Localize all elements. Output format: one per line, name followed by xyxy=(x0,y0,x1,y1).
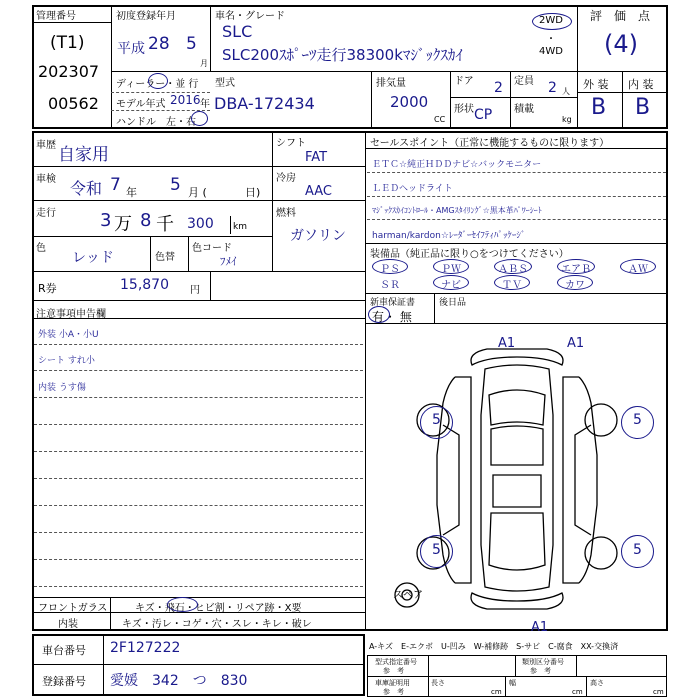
color: レッド xyxy=(72,250,114,266)
kg-unit: kg xyxy=(562,115,572,124)
length-unit: cm xyxy=(491,688,502,696)
type-label: 型式 xyxy=(215,78,235,89)
glass-interior-options: キズ・汚レ・コゲ・穴・スレ・キレ・破レ xyxy=(122,619,312,630)
damage-legend: A-キズ E-エクボ U-凹み W-補修跡 S-サビ C-腐食 XX-交換済 xyxy=(369,642,619,651)
width-unit: cm xyxy=(572,688,583,696)
damage-mark: 5 xyxy=(432,412,441,428)
model-year-label: モデル年式 xyxy=(116,99,166,110)
sales-line: harman/kardon☆ﾚｰﾀﾞｰｾｲﾌﾃｨﾊﾟｯｹｰｼﾞ xyxy=(372,231,526,241)
ac-label: 冷房 xyxy=(276,173,296,184)
damage-mark: 5 xyxy=(633,412,642,428)
capacity: 2 xyxy=(548,80,557,96)
interior-grade: B xyxy=(635,95,651,120)
doors: 2 xyxy=(494,80,503,96)
glass-interior-label: 内装 xyxy=(58,619,78,630)
warranty-options: 有・ 無 xyxy=(372,310,412,324)
note-line: 外装 小A・小U xyxy=(38,330,99,340)
mileage-sen: 8 xyxy=(140,210,152,231)
cert3-sub: 参 考 xyxy=(383,688,404,696)
shaken-year-unit: 年 xyxy=(126,186,137,199)
shaken-month-unit: 月 ( xyxy=(188,186,207,199)
windshield-options: キズ・飛石・ヒビ割・リペア跡・X要 xyxy=(135,603,302,614)
note-line: シート すれ小 xyxy=(38,356,95,366)
equipment-label: 装備品（純正品に限り○をつけてください） xyxy=(370,249,569,260)
color-code: ﾌﾒｲ xyxy=(220,255,237,268)
registration-number: 愛媛 342 つ 830 xyxy=(110,673,248,689)
shaken-label: 車検 xyxy=(36,174,56,185)
history: 自家用 xyxy=(58,145,109,165)
load-label: 積載 xyxy=(514,104,534,115)
door-label: ドア xyxy=(454,76,474,87)
equip-pw: ＰＷ xyxy=(441,264,461,275)
damage-mark: A1 xyxy=(531,620,549,635)
first-registration-label: 初度登録年月 xyxy=(116,11,176,22)
model-year: 2016 xyxy=(170,93,201,107)
first-registration-month: 5 xyxy=(186,34,197,54)
score-label: 評 価 点 xyxy=(590,9,651,23)
damage-mark: 5 xyxy=(633,542,642,558)
ac: AAC xyxy=(305,184,332,199)
handle-label: ハンドル 左・右 xyxy=(116,117,196,128)
handle-circle xyxy=(191,111,208,126)
warranty-label: 新車保証書 xyxy=(370,298,416,308)
height-unit: cm xyxy=(653,688,664,696)
shape-label: 形状 xyxy=(454,104,474,115)
spare-label: スペア xyxy=(393,590,423,601)
equip-sr: ＳＲ xyxy=(380,280,400,291)
car-name: SLC xyxy=(222,22,253,41)
drive-4wd: 4WD xyxy=(539,46,563,57)
recycle-amount: 15,870 xyxy=(120,277,169,293)
damage-mark: A1 xyxy=(567,336,585,351)
windshield-circle xyxy=(167,597,198,612)
lot-number-2: 00562 xyxy=(48,94,99,113)
car-name-label: 車名・グレード xyxy=(215,11,285,22)
equip-ps: ＰＳ xyxy=(380,264,400,275)
damage-mark: A1 xyxy=(498,336,516,351)
drive-2wd: 2WD xyxy=(539,15,563,26)
first-registration-year: 28 xyxy=(148,34,170,54)
note-line: 内装 うす傷 xyxy=(38,383,86,393)
drive-dot: ・ xyxy=(546,34,556,45)
shaken-era: 令和 xyxy=(70,179,103,198)
sales-line: ＬＥＤヘッドライト xyxy=(372,184,453,194)
sales-line: ＥＴＣ☆純正ＨＤＤナビ☆バックモニター xyxy=(372,160,542,170)
dealer-circle xyxy=(148,73,168,89)
shaken-day-unit: 日) xyxy=(245,186,261,199)
equip-tv: ＴＶ xyxy=(502,280,522,291)
warranty-circle xyxy=(368,306,390,323)
equip-abs: ＡＢＳ xyxy=(498,264,528,275)
model-code: DBA-172434 xyxy=(214,94,315,113)
month-unit: 月 xyxy=(200,59,208,68)
equip-airbag: エアＢ xyxy=(561,264,591,275)
lot-prefix: (T1) xyxy=(50,33,85,53)
fuel: ガソリン xyxy=(290,228,346,244)
chassis-label: 車台番号 xyxy=(42,644,86,657)
history-label: 車歴 xyxy=(36,140,56,151)
km-unit: km xyxy=(233,222,247,232)
displacement-label: 排気量 xyxy=(376,78,406,89)
height-label: 高さ xyxy=(590,679,604,687)
car-grade: SLC200ｽﾎﾟｰﾂ走行38300kﾏｼﾞｯｸｽｶｲ xyxy=(222,46,463,64)
lot-label: 管理番号 xyxy=(36,11,76,22)
dealer-label: ディーラー・並 行 xyxy=(116,79,199,90)
capacity-unit: 人 xyxy=(562,87,570,96)
color-label: 色 xyxy=(36,243,46,254)
cert2-label: 類別区分番号 xyxy=(522,658,564,666)
shift-label: シフト xyxy=(276,138,306,149)
equip-leather: カワ xyxy=(565,280,585,291)
shaken-month: 5 xyxy=(170,175,181,195)
registration-label: 登録番号 xyxy=(42,675,86,688)
mileage-man-unit: 万 xyxy=(114,214,132,235)
mileage-sen-unit: 千 xyxy=(156,214,174,235)
cert2-sub: 参 考 xyxy=(530,667,551,675)
chassis-number: 2F127222 xyxy=(110,640,181,656)
sales-label: セールスポイント（正常に機能するものに限ります） xyxy=(370,138,610,149)
recycle-label: R券 xyxy=(38,282,57,295)
cert3-label: 車庫証明用 xyxy=(375,679,410,687)
cert1-sub: 参 考 xyxy=(383,667,404,675)
model-year-unit: 年 xyxy=(200,99,210,110)
first-registration-era: 平成 xyxy=(117,41,145,57)
color-code-label: 色コード xyxy=(192,243,232,254)
displacement: 2000 xyxy=(390,93,429,111)
shift: FAT xyxy=(305,150,328,165)
score-value: (4) xyxy=(604,30,638,58)
mileage-man: 3 xyxy=(100,210,112,231)
capacity-label: 定員 xyxy=(514,76,534,87)
mileage-rest: 300 xyxy=(187,216,214,232)
cc-unit: CC xyxy=(434,115,446,124)
shaken-year: 7 xyxy=(110,175,121,195)
fuel-label: 燃料 xyxy=(276,208,296,219)
mileage-label: 走行 xyxy=(36,208,56,219)
damage-mark: 5 xyxy=(432,542,441,558)
notes-label: 注意事項申告欄 xyxy=(36,309,106,320)
cert1-label: 型式指定番号 xyxy=(375,658,417,666)
aftermarket-label: 後日品 xyxy=(439,298,467,308)
equip-aw: ＡＷ xyxy=(628,264,648,275)
sales-line: ﾏｼﾞｯｸｽｶｲｺﾝﾄﾛｰﾙ・AMGｽﾀｲﾘﾝｸﾞ☆黒本革ﾊﾟﾜｰｼｰﾄ xyxy=(372,206,542,215)
exterior-grade: B xyxy=(591,95,607,120)
shape: CP xyxy=(474,107,493,123)
yen-unit: 円 xyxy=(190,285,200,296)
windshield-label: フロントガラス xyxy=(38,603,108,614)
interior-label: 内 装 xyxy=(628,78,654,91)
color-change-label: 色替 xyxy=(155,252,175,263)
car-diagram xyxy=(367,325,666,629)
length-label: 長さ xyxy=(431,679,445,687)
equip-navi: ナビ xyxy=(441,280,461,291)
exterior-label: 外 装 xyxy=(583,78,609,91)
lot-number-1: 202307 xyxy=(38,62,100,81)
width-label: 幅 xyxy=(509,679,516,687)
